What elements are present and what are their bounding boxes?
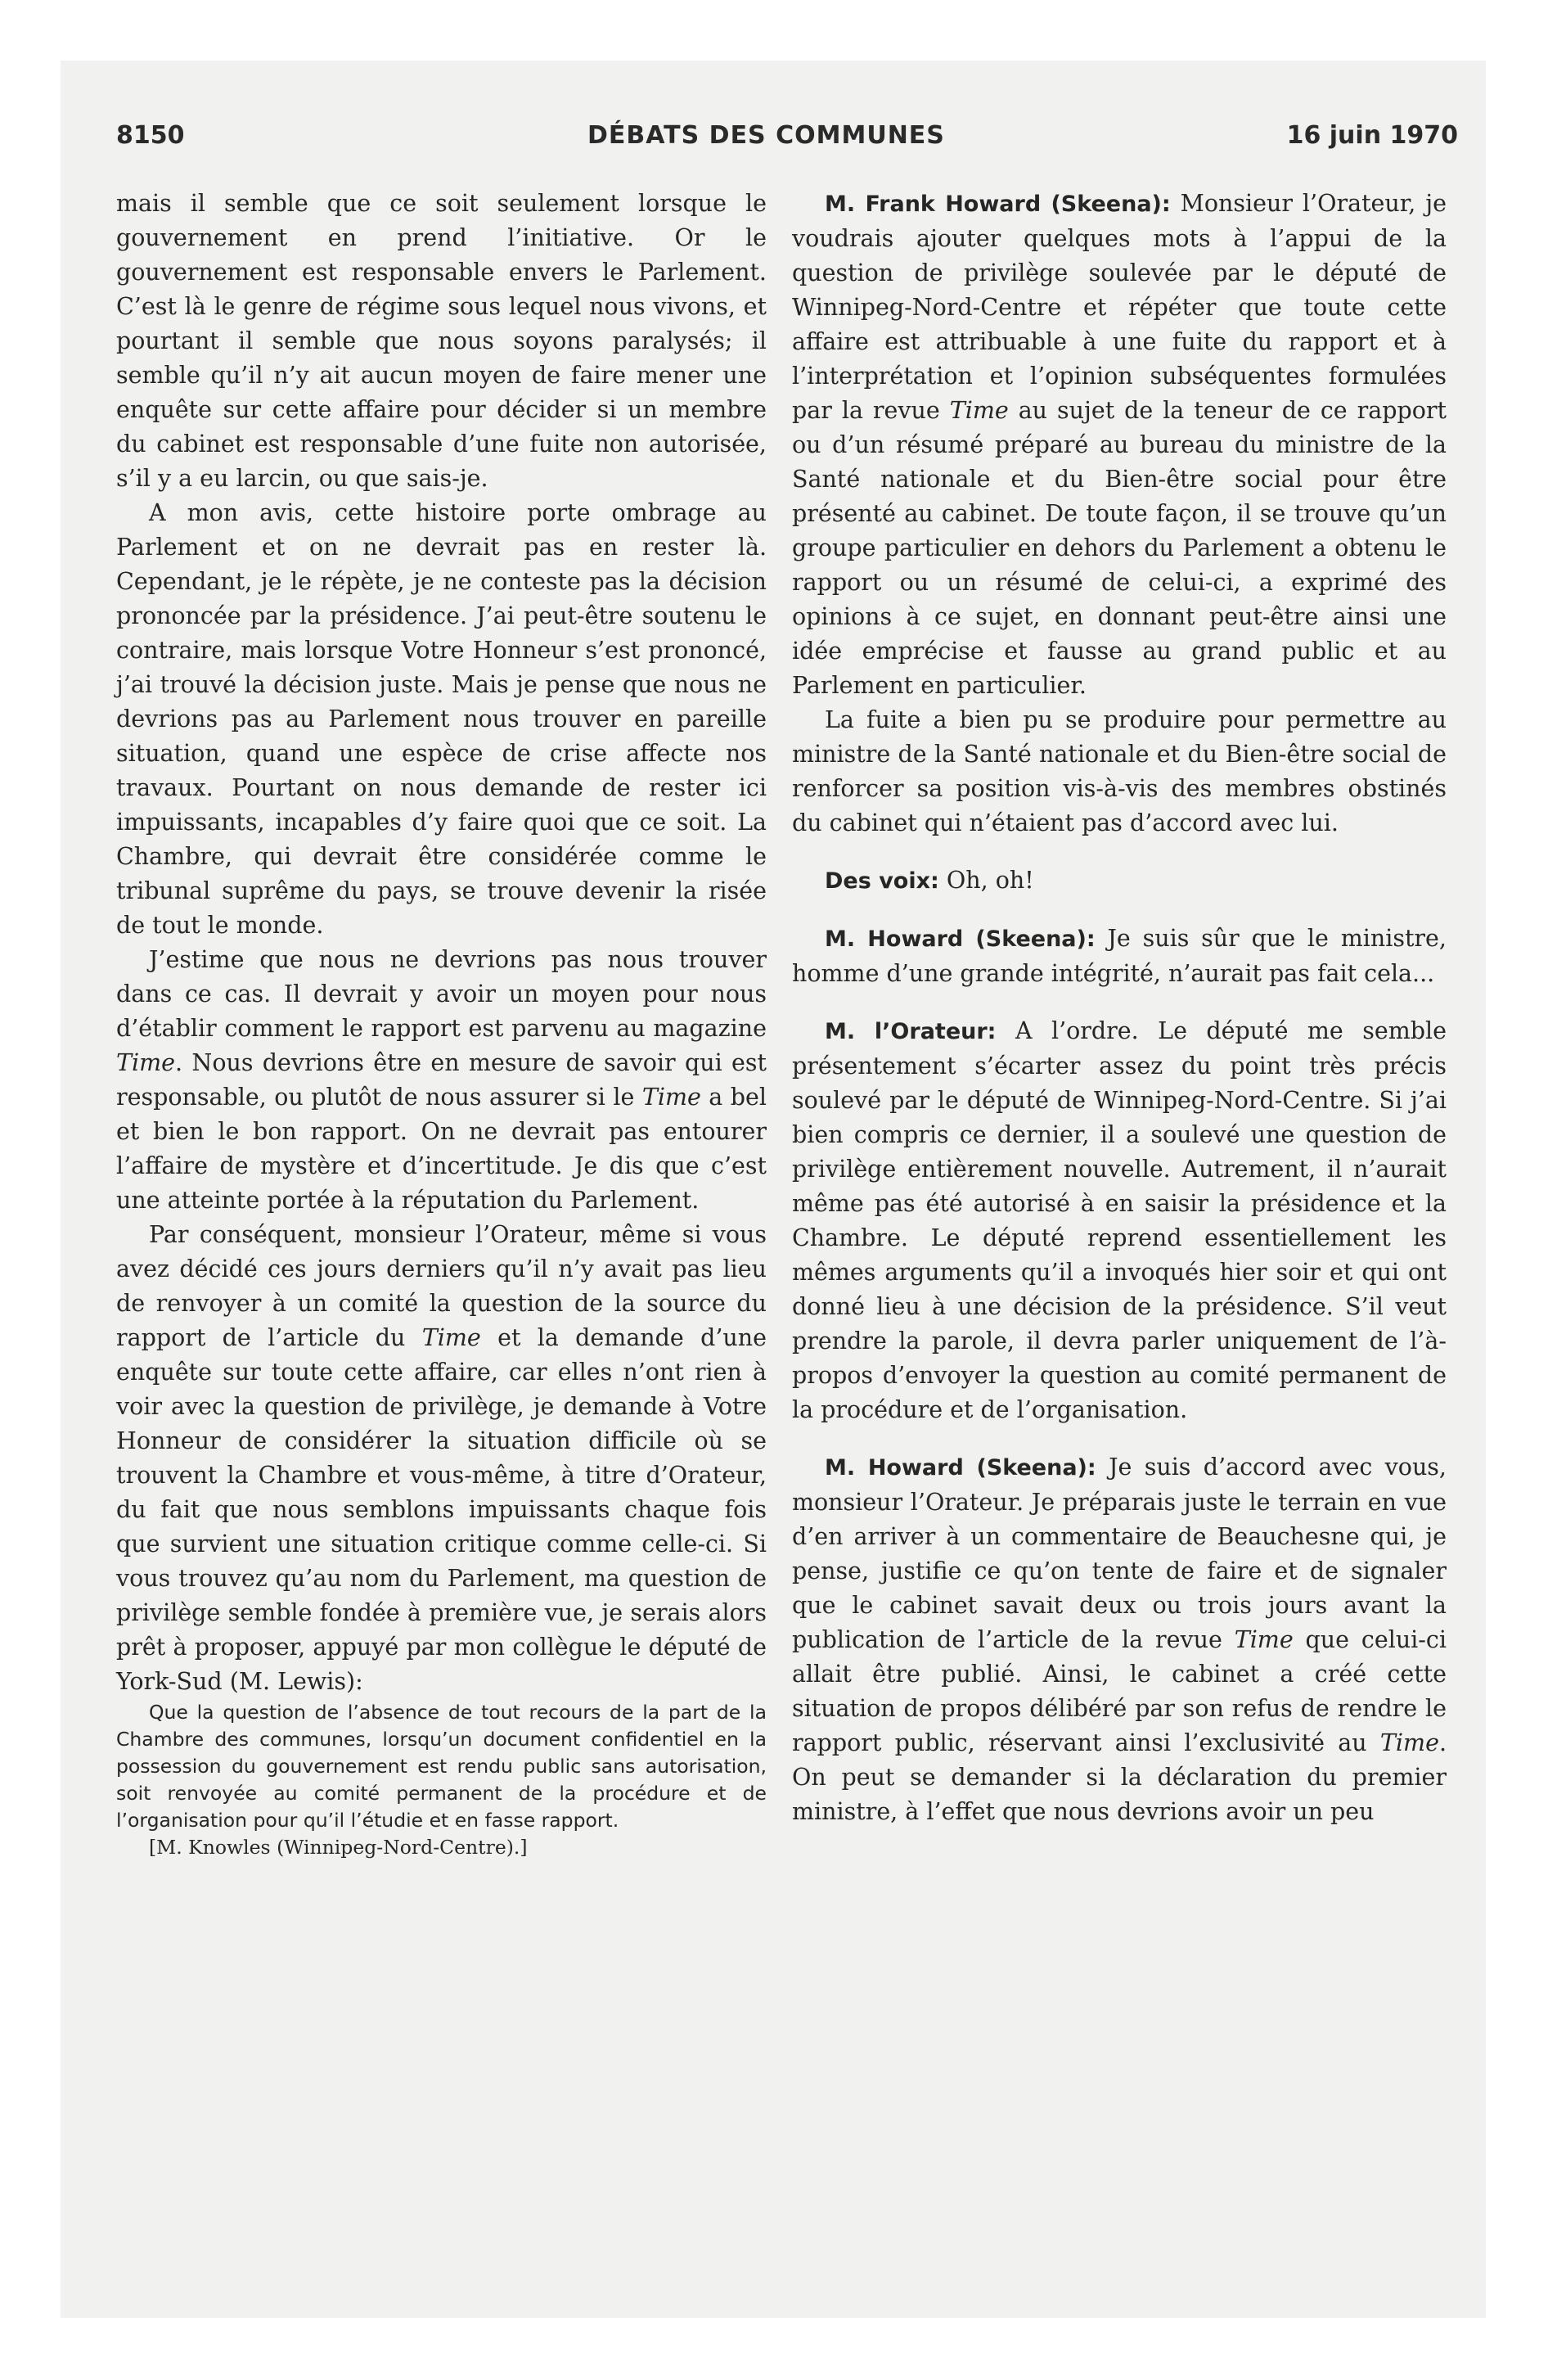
magazine-title: Time <box>116 1049 176 1076</box>
paragraph <box>116 943 767 1218</box>
text-run: J’estime que nous ne devrions pas nous trouver dans ce cas. Il devrait y avoir un moyen pour nous d’établir comment le rapport est parvenu au magazine <box>116 946 767 1042</box>
page-header <box>67 121 1458 157</box>
magazine-title: Time <box>1234 1626 1294 1653</box>
speaker-name: M. Howard (Skeena): <box>825 1455 1096 1481</box>
paragraph: mais il semble que ce soit seulement lorsque le gouvernement en prend l’initiative. Or le gouvernement est responsable envers le Parlement. C’est là le genre de régime sous lequel nous vivons, et pourtant il semble que nous soyons paralysés; il semble qu’il n’y ait aucun moyen de faire mener une enquête sur cette affaire pour décider si un membre du cabinet est responsable d’une fuite non autorisée, s’il y a eu larcin, ou que sais-je. <box>116 190 767 492</box>
left-column <box>116 187 767 1861</box>
text-run: Oh, oh! <box>938 867 1034 894</box>
speaker-name: M. l’Orateur: <box>825 1019 997 1044</box>
text-run: Monsieur l’Orateur, je voudrais ajouter quelques mots à l’appui de la question de privilège soulevée par le député de Winnipeg-Nord-Centre et répéter que toute cette affaire est attribuable à une fuite du rapport et à l’interprétation et l’opinion subséquentes formulées par la revue <box>792 190 1447 424</box>
page-number: 8150 <box>116 121 185 150</box>
speech <box>792 863 1447 899</box>
text-run: Je suis sûr que le ministre, homme d’une grande intégrité, n’aurait pas fait cela... <box>792 925 1447 987</box>
text-run: et la demande d’une enquête sur toute cette affaire, car elles n’ont rien à voir avec la question de privilège, je demande à Votre Honneur de considérer la situation difficile où se trouvent la Chambre et vous-même, à titre d’Orateur, du fait que nous semblons impuissants chaque fois que survient une situation critique comme celle-ci. Si vous trouvez qu’au nom du Parlement, ma question de privilège semble fondée à première vue, je serais alors prêt à proposer, appuyé par mon collègue le député de York-Sud (M. Lewis): <box>116 1324 767 1695</box>
text-run: . Nous devrions être en mesure de savoir qui est responsable, ou plutôt de nous assurer si le <box>116 1049 767 1111</box>
text-run: . On peut se demander si la déclaration du premier ministre, à l’effet que nous devrions avoir un peu <box>792 1729 1447 1825</box>
text-run: A l’ordre. Le député me semble présentement s’écarter assez du point très précis soulevé par le député de Winnipeg-Nord-Centre. Si j’ai bien compris ce dernier, il a soulevé une question de privilège entièrement nouvelle. Autrement, il n’aurait même pas été autorisé à en saisir la présidence et la Chambre. Le député reprend essentiellement les mêmes arguments qu’il a invoqués hier soir et qui ont donné lieu à une décision de la présidence. S’il veut prendre la parole, il devra parler uniquement de l’à-propos d’envoyer la question au comité permanent de la procédure et de l’organisation. <box>792 1017 1447 1423</box>
text-run: Je suis d’accord avec vous, monsieur l’Orateur. Je préparais juste le terrain en vue d’en arriver à un commentaire de Beauchesne qui, je pense, justifie ce qu’on tente de faire et de signaler que le cabinet savait deux ou trois jours avant la publication de l’article de la revue <box>792 1454 1447 1653</box>
magazine-title: Time <box>1379 1729 1439 1756</box>
motion-mover: [M. Knowles (Winnipeg-Nord-Centre).] <box>149 1836 528 1859</box>
right-column <box>792 187 1447 1829</box>
speaker-name: M. Howard (Skeena): <box>825 926 1096 952</box>
speaker-name: M. Frank Howard (Skeena): <box>825 192 1171 217</box>
speech <box>792 922 1447 991</box>
text-run: Par conséquent, monsieur l’Orateur, même si vous avez décidé ces jours derniers qu’il n’y avait pas lieu de renvoyer à un comité la question de la source du rapport de l’article du <box>116 1221 767 1351</box>
paragraph: La fuite a bien pu se produire pour permettre au ministre de la Santé nationale et du Bien-être social de renforcer sa position vis-à-vis des membres obstinés du cabinet qui n’étaient pas d’accord avec lui. <box>792 706 1447 836</box>
text-run: au sujet de la teneur de ce rapport ou d’un résumé préparé au bureau du ministre de la Santé nationale et du Bien-être social pour être présenté au cabinet. De toute façon, il se trouve qu’un groupe particulier en dehors du Parlement a obtenu le rapport ou un résumé de celui-ci, a exprimé des opinions à ce sujet, en donnant peut-être ainsi une idée emprécise et fausse au grand public et au Parlement en particulier. <box>792 397 1447 699</box>
magazine-title: Time <box>421 1324 481 1351</box>
speech <box>792 187 1447 703</box>
magazine-title: Time <box>949 397 1009 424</box>
journal-title: DÉBATS DES COMMUNES <box>587 121 945 150</box>
text-run: que celui-ci allait être publié. Ainsi, le cabinet a créé cette situation de propos délibéré par son refus de rendre le rapport public, réservant ainsi l’exclusivité au <box>792 1626 1447 1756</box>
magazine-title: Time <box>641 1084 701 1111</box>
speaker-name: Des voix: <box>825 868 939 894</box>
text-run: a bel et bien le bon rapport. On ne devrait pas entourer l’affaire de mystère et d’incertitude. Je dis que c’est une atteinte portée à la réputation du Parlement. <box>116 1084 767 1214</box>
sitting-date: 16 juin 1970 <box>1286 121 1458 150</box>
motion-text: Que la question de l’absence de tout recours de la part de la Chambre des communes, lorsqu’un document confidentiel en la possession du gouvernement est rendu public sans autorisation, soit renvoyée au comité permanent de la procédure et de l’organisation pour qu’il l’étudie et en fasse rapport. <box>116 1701 767 1832</box>
paragraph: A mon avis, cette histoire porte ombrage au Parlement et on ne devrait pas en rester là. Cependant, je le répète, je ne conteste pas la décision prononcée par la présidence. J’ai peut-être soutenu le contraire, mais lorsque Votre Honneur s’est prononcé, j’ai trouvé la décision juste. Mais je pense que nous ne devrions pas au Parlement nous trouver en pareille situation, quand une espèce de crise affecte nos travaux. Pourtant on nous demande de rester ici impuissants, incapables d’y faire quoi que ce soit. La Chambre, qui devrait être considérée comme le tribunal suprême du pays, se trouve devenir la risée de tout le monde. <box>116 499 767 939</box>
paragraph <box>116 1218 767 1699</box>
speech <box>792 1014 1447 1427</box>
speech <box>792 1450 1447 1829</box>
